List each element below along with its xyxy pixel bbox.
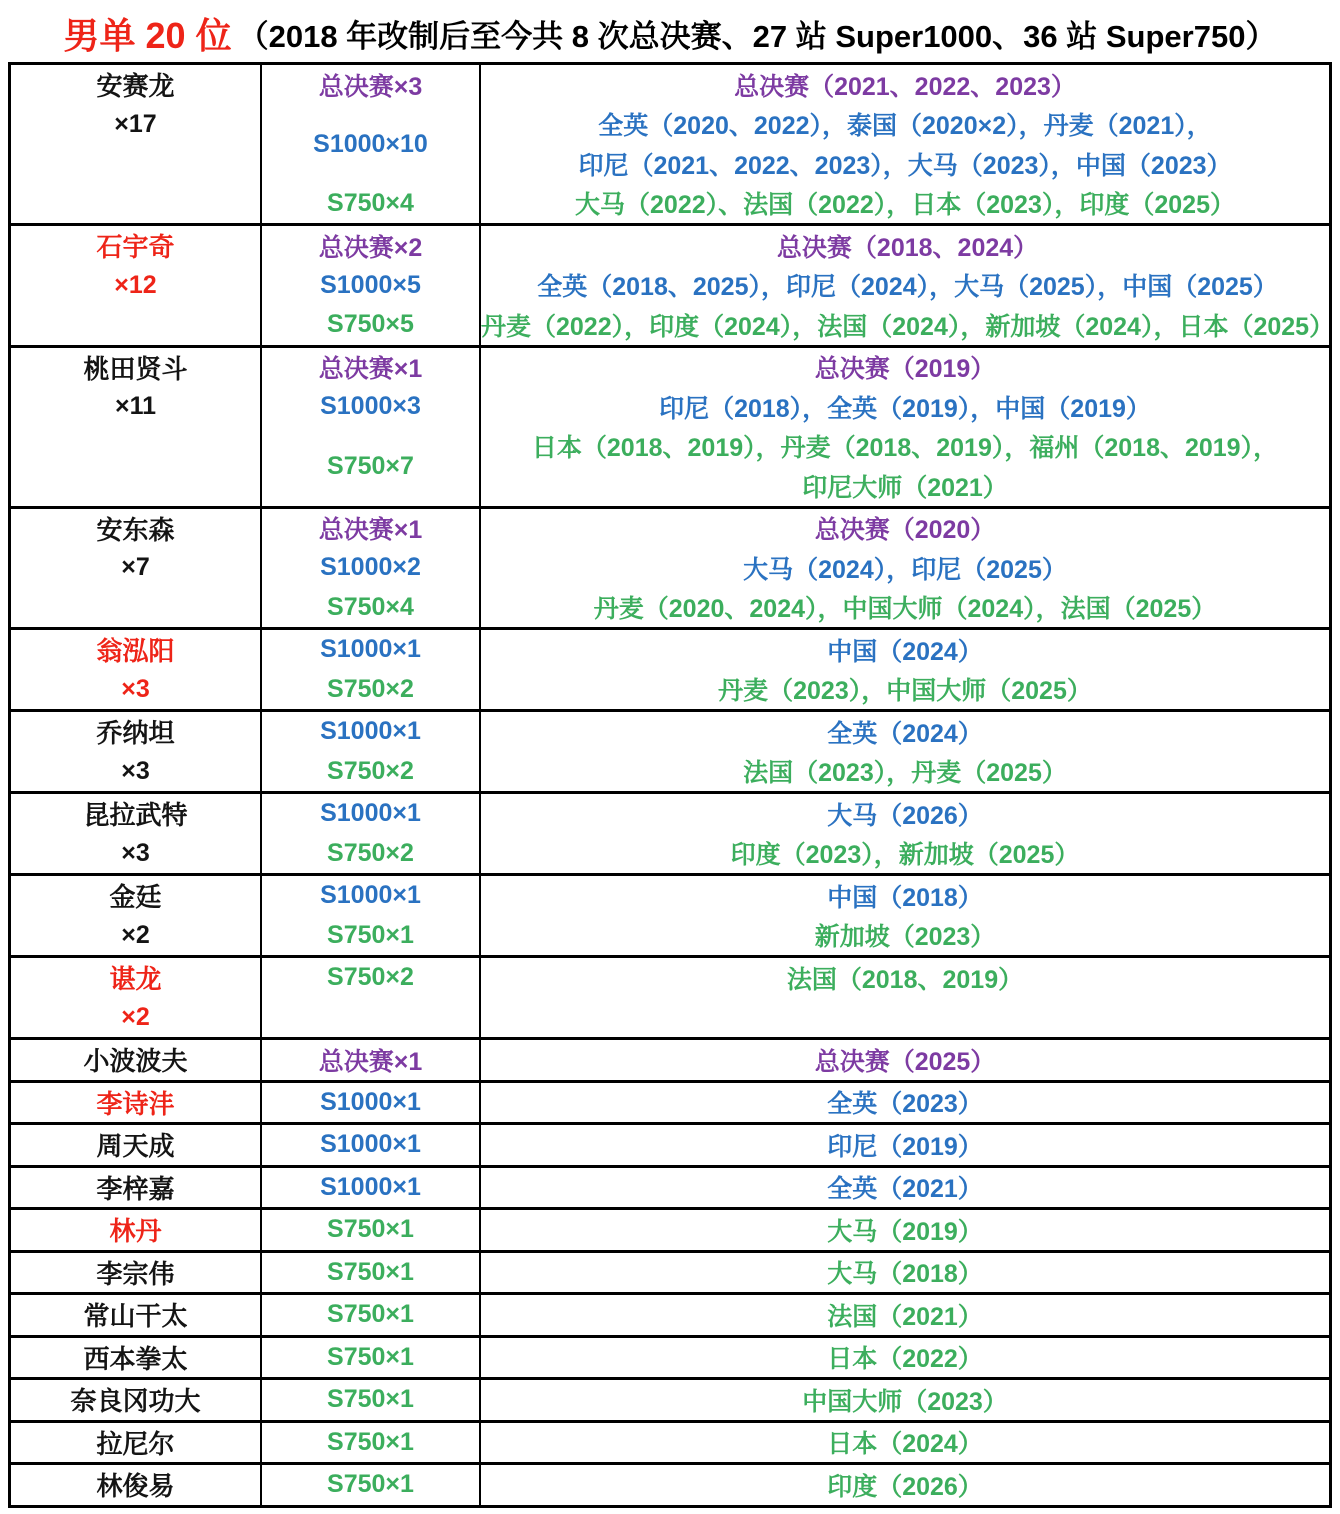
category-cell: [262, 1040, 481, 1080]
detail-group: [481, 1210, 1329, 1250]
detail-line: 印尼大师（2021）: [802, 473, 1008, 502]
category-label: S1000×1: [320, 1130, 421, 1159]
player-cell: [11, 509, 262, 628]
category-cell: [262, 1295, 481, 1335]
detail-line: 全英（2021）: [827, 1175, 983, 1204]
category-label: S750×1: [327, 1257, 414, 1286]
detail-line: 大马（2024），印尼（2025）: [743, 555, 1067, 584]
detail-group: [481, 305, 1334, 345]
category-cell: [262, 1338, 481, 1378]
player-cell: [11, 876, 262, 955]
player-cell: [11, 1083, 262, 1123]
detail-cell: [481, 65, 1329, 223]
detail-group: [481, 876, 1329, 916]
player-name: 常山干太: [83, 1301, 188, 1332]
table-row: [11, 873, 1329, 955]
player-total: ×11: [114, 392, 157, 421]
table-row: [11, 791, 1329, 873]
detail-line: 法国（2023），丹麦（2025）: [743, 759, 1067, 788]
detail-line: 总决赛（2018、2024）: [776, 233, 1039, 262]
category-label: 总决赛×3: [318, 72, 423, 101]
player-cell: [11, 1168, 262, 1208]
player-cell: [11, 712, 262, 791]
detail-cell: [481, 876, 1329, 955]
detail-cell: [481, 1338, 1329, 1378]
category-label: 总决赛×1: [318, 516, 423, 545]
detail-cell: [481, 1295, 1329, 1335]
detail-line: 法国（2021）: [827, 1302, 983, 1331]
detail-line: 日本（2024）: [827, 1430, 983, 1459]
player-cell: [11, 1210, 262, 1250]
detail-group: [481, 1168, 1329, 1208]
player-name: 安东森: [96, 514, 175, 545]
table-row: [11, 1165, 1329, 1208]
player-total: ×17: [114, 109, 157, 138]
detail-cell: [481, 1168, 1329, 1208]
player-cell: [11, 794, 262, 873]
category-cell: [262, 876, 481, 955]
player-cell: [11, 348, 262, 506]
player-total: ×7: [121, 553, 150, 582]
player-cell: [11, 1380, 262, 1420]
category-label: S1000×10: [313, 129, 428, 158]
detail-line: 大马（2018）: [827, 1260, 983, 1289]
detail-group: [481, 588, 1329, 628]
table-row: [11, 1462, 1329, 1505]
detail-line: 总决赛（2020）: [814, 516, 996, 545]
detail-group: [481, 958, 1329, 998]
category-cell: [262, 226, 481, 345]
player-cell: [11, 1040, 262, 1080]
table-row: [11, 1292, 1329, 1335]
titles-table: [8, 62, 1335, 1508]
category-label: S1000×1: [320, 717, 421, 746]
player-total: ×3: [121, 756, 150, 785]
detail-line: 印尼（2019）: [827, 1132, 983, 1161]
category-label: S750×1: [327, 1385, 414, 1414]
detail-cell: [481, 1380, 1329, 1420]
category-label: S750×1: [327, 920, 414, 949]
detail-group: [481, 834, 1329, 874]
table-row: [11, 1207, 1329, 1250]
detail-cell: [481, 1125, 1329, 1165]
player-name: 西本拳太: [83, 1343, 188, 1374]
table-row: [11, 506, 1329, 628]
detail-line: 印尼（2018），全英（2019），中国（2019）: [659, 394, 1151, 423]
table-row: [11, 1335, 1329, 1378]
category-cell: [262, 712, 481, 791]
detail-group: [481, 1083, 1329, 1123]
player-name: 安赛龙: [96, 71, 175, 102]
category-label: S1000×1: [320, 881, 421, 910]
player-name: 谌龙: [109, 964, 162, 995]
player-cell: [11, 958, 262, 1037]
player-name: 林丹: [109, 1216, 162, 1247]
table-row: [11, 1037, 1329, 1080]
player-name: 金廷: [109, 882, 162, 913]
player-name: 周天成: [96, 1131, 175, 1162]
category-label: S750×7: [327, 451, 414, 480]
player-cell: [11, 1423, 262, 1463]
detail-line: 全英（2020、2022），泰国（2020×2），丹麦（2021），: [598, 112, 1212, 141]
detail-group: [481, 1380, 1329, 1420]
detail-cell: [481, 794, 1329, 873]
detail-group: [481, 794, 1329, 834]
detail-line: 大马（2019）: [827, 1217, 983, 1246]
player-cell: [11, 1338, 262, 1378]
table-row: [11, 1122, 1329, 1165]
player-cell: [11, 65, 262, 223]
player-name: 李梓嘉: [96, 1173, 175, 1204]
player-total: ×3: [121, 838, 150, 867]
detail-group: [481, 1295, 1329, 1335]
title-main: 男单 20 位: [63, 14, 232, 56]
category-label: S750×4: [327, 188, 414, 217]
detail-group: [481, 105, 1329, 184]
detail-group: [481, 752, 1329, 792]
category-label: S1000×2: [320, 553, 421, 582]
table-row: [11, 955, 1329, 1037]
detail-line: 大马（2022）、法国（2022），日本（2023），印度（2025）: [575, 191, 1235, 220]
player-cell: [11, 1295, 262, 1335]
category-label: S1000×5: [320, 270, 421, 299]
category-label: S750×2: [327, 963, 414, 992]
detail-line: 日本（2022）: [827, 1345, 983, 1374]
detail-line: 中国（2024）: [827, 637, 983, 666]
category-cell: [262, 1210, 481, 1250]
category-cell: [262, 65, 481, 223]
player-cell: [11, 630, 262, 709]
detail-cell: [481, 226, 1334, 345]
detail-group: [481, 184, 1329, 224]
category-cell: [262, 1253, 481, 1293]
detail-group: [481, 427, 1329, 506]
detail-line: 中国大师（2023）: [802, 1387, 1008, 1416]
category-cell: [262, 1083, 481, 1123]
detail-group: [481, 348, 1329, 388]
detail-group: [481, 65, 1329, 105]
detail-group: [481, 1040, 1329, 1080]
player-name: 小波波夫: [83, 1046, 188, 1077]
player-name: 翁泓阳: [96, 636, 175, 667]
category-label: S750×2: [327, 838, 414, 867]
detail-line: 全英（2024）: [827, 719, 983, 748]
detail-group: [481, 670, 1329, 710]
detail-group: [481, 1125, 1329, 1165]
category-label: S750×5: [327, 310, 414, 339]
player-name: 奈良冈功大: [70, 1386, 201, 1417]
table-row: [11, 345, 1329, 506]
detail-line: 总决赛（2021、2022、2023）: [734, 72, 1076, 101]
category-label: S750×1: [327, 1300, 414, 1329]
detail-group: [481, 548, 1329, 588]
table-row: [11, 1250, 1329, 1293]
category-cell: [262, 794, 481, 873]
table-row: [11, 627, 1329, 709]
player-name: 李诗沣: [96, 1088, 175, 1119]
player-total: ×3: [121, 674, 150, 703]
detail-line: 新加坡（2023）: [814, 923, 996, 952]
table-row: [11, 709, 1329, 791]
player-total: ×12: [114, 270, 157, 299]
detail-cell: [481, 958, 1329, 1037]
detail-group: [481, 1253, 1329, 1293]
player-name: 拉尼尔: [96, 1428, 175, 1459]
category-label: S1000×1: [320, 1172, 421, 1201]
category-label: S750×2: [327, 674, 414, 703]
detail-cell: [481, 1083, 1329, 1123]
category-cell: [262, 1380, 481, 1420]
category-label: S750×1: [327, 1427, 414, 1456]
category-label: S1000×1: [320, 799, 421, 828]
player-name: 石宇奇: [96, 232, 175, 263]
detail-line: 总决赛（2019）: [814, 355, 996, 384]
player-cell: [11, 226, 262, 345]
category-label: S750×1: [327, 1215, 414, 1244]
detail-line: 中国（2018）: [827, 883, 983, 912]
detail-cell: [481, 509, 1329, 628]
player-name: 乔纳坦: [96, 718, 175, 749]
player-name: 林俊易: [96, 1471, 175, 1502]
detail-cell: [481, 1423, 1329, 1463]
detail-group: [481, 387, 1329, 427]
detail-cell: [481, 1040, 1329, 1080]
detail-cell: [481, 630, 1329, 709]
detail-line: 丹麦（2022），印度（2024），法国（2024），新加坡（2024），日本（2025）: [481, 312, 1335, 341]
detail-group: [481, 916, 1329, 956]
detail-cell: [481, 1210, 1329, 1250]
detail-group: [481, 1338, 1329, 1378]
player-cell: [11, 1253, 262, 1293]
category-label: S750×4: [327, 592, 414, 621]
category-label: S750×2: [327, 756, 414, 785]
page-title: [0, 0, 1340, 62]
table-row: [11, 1377, 1329, 1420]
detail-line: 全英（2023）: [827, 1090, 983, 1119]
player-total: ×2: [121, 1002, 150, 1031]
category-label: 总决赛×2: [318, 233, 423, 262]
detail-line: 大马（2026）: [827, 801, 983, 830]
category-label: S1000×1: [320, 1087, 421, 1116]
category-cell: [262, 509, 481, 628]
table-row: [11, 65, 1329, 223]
detail-line: 印尼（2021、2022、2023），大马（2023），中国（2023）: [578, 151, 1232, 180]
category-cell: [262, 1168, 481, 1208]
table-row: [11, 1420, 1329, 1463]
detail-group: [481, 712, 1329, 752]
detail-line: 印度（2026）: [827, 1472, 983, 1501]
category-label: S1000×1: [320, 635, 421, 664]
category-cell: [262, 348, 481, 506]
detail-line: 丹麦（2020、2024），中国大师（2024），法国（2025）: [593, 595, 1217, 624]
table-row: [11, 223, 1335, 345]
detail-cell: [481, 1253, 1329, 1293]
player-name: 昆拉武特: [83, 800, 188, 831]
category-label: 总决赛×1: [318, 355, 423, 384]
detail-group: [481, 226, 1334, 266]
category-cell: [262, 1423, 481, 1463]
player-name: 李宗伟: [96, 1258, 175, 1289]
detail-cell: [481, 348, 1329, 506]
category-label: S750×1: [327, 1470, 414, 1499]
detail-line: 日本（2018、2019），丹麦（2018、2019），福州（2018、2019），: [531, 434, 1279, 463]
category-cell: [262, 958, 481, 1037]
detail-line: 全英（2018、2025），印尼（2024），大马（2025），中国（2025）: [537, 273, 1278, 302]
detail-group: [481, 509, 1329, 549]
detail-group: [481, 266, 1334, 306]
player-name: 桃田贤斗: [83, 353, 188, 384]
player-cell: [11, 1125, 262, 1165]
category-cell: [262, 1125, 481, 1165]
category-label: 总决赛×1: [318, 1047, 423, 1076]
detail-line: 总决赛（2025）: [814, 1047, 996, 1076]
detail-line: 印度（2023），新加坡（2025）: [730, 841, 1080, 870]
category-label: S750×1: [327, 1342, 414, 1371]
detail-group: [481, 630, 1329, 670]
detail-line: 丹麦（2023），中国大师（2025）: [718, 677, 1092, 706]
detail-cell: [481, 712, 1329, 791]
title-subtitle: （2018 年改制后至今共 8 次总决赛、27 站 Super1000、36 站 Super750）: [237, 18, 1277, 54]
category-label: S1000×3: [320, 392, 421, 421]
player-total: ×2: [121, 920, 150, 949]
category-cell: [262, 630, 481, 709]
detail-line: 法国（2018、2019）: [786, 965, 1024, 994]
table-row: [11, 1080, 1329, 1123]
detail-group: [481, 1423, 1329, 1463]
